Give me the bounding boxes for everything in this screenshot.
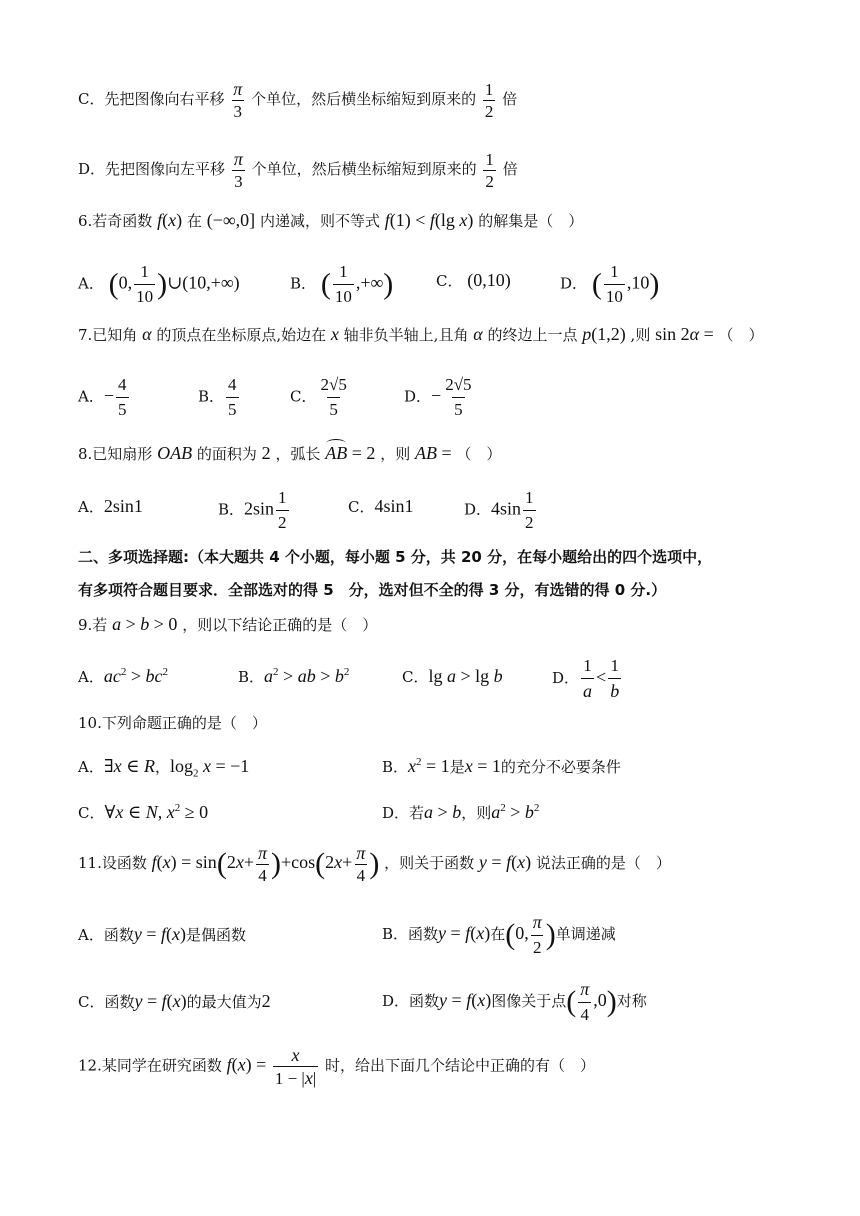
q7-option-c: C． $\frac{2√5}{5}$ [290,375,347,419]
q5-option-d: D．先把图像向左平移 $\frac{\pi}{3}$ 个单位，然后横坐标缩短到原来的 $\frac{1}{2}$ 倍 [78,149,518,191]
q8-option-a: A．2sin1 [78,496,143,516]
q6-option-d: D． ( $\frac{1}{10}$ ,10) [560,262,660,306]
q7-stem: 7.已知角 α 的顶点在坐标原点,始边在 x 轴非负半轴上,且角 α 的终边上一点 p(1,2) ,则 sin 2α = （ ） [78,324,764,344]
q10-option-d: D．若a > b，则$a^2 > b^2$ [382,802,540,822]
q7-option-a: A．− $\frac{4}{5}$ [78,375,127,419]
q10-option-b: B．$x^2 = 1$是x = 1的充分不必要条件 [382,756,621,776]
q7-option-d: D．− $\frac{2√5}{5}$ [404,375,472,419]
q9-stem: 9.若 a > b > 0 ，则以下结论正确的是（ ） [78,614,378,634]
q11-option-c: C．函数y = f(x)的最大值为2 [78,991,271,1011]
q6-option-b: B． ( $\frac{1}{10}$ ,+∞) [290,262,394,306]
q9-option-b: B．$a^2$ > ab > $b^2$ [238,666,350,686]
q8-option-c: C．4sin1 [348,496,414,516]
q6-option-a: A． (0, $\frac{1}{10}$ )∪(10,+∞) [78,262,240,306]
q7-option-b: B． $\frac{4}{5}$ [198,375,237,419]
q12-stem: 12.某同学在研究函数 f(x) = $\frac{x}{1 - |x|}$ 时，给出下面几个结论中正确的有（ ） [78,1045,596,1088]
q10-option-c: C．∀x ∈ N, $x^2 \ge 0$ [78,802,209,822]
section-2-heading-line1: 二、多项选择题:（本大题共 4 个小题，每小题 5 分，共 20 分，在每小题给出的四个选项中， [78,548,713,566]
q8-stem: 8.已知扇形 OAB 的面积为 2 ，弧长 AB = 2 ，则 AB = （ ） [78,443,502,463]
q5-option-c: C．先把图像向右平移 $\frac{\pi}{3}$ 个单位，然后横坐标缩短到原来的 $\frac{1}{2}$ 倍 [78,79,518,121]
q6-option-c: C． (0,10) [436,270,511,290]
section-2-heading-line2: 有多项符合题目要求．全部选对的得 5 分，选对但不全的得 3 分，有选错的得 0 分.） [78,581,667,599]
q8-option-b: B．2sin $\frac{1}{2}$ [218,488,287,532]
q11-option-b: B．函数y = f(x)在(0, $\frac{\pi}{2}$ )单调递减 [382,912,616,957]
q6-stem: 6.若奇函数 f(x) 在 (−∞,0] 内递减，则不等式 f(1) < f(lg x) 的解集是（ ） [78,210,584,230]
q9-option-d: D． $\frac{1}{a}$ < $\frac{1}{b}$ [552,656,620,701]
q9-option-a: A．$ac^2 > bc^2$ [78,666,168,686]
q8-option-d: D．4sin $\frac{1}{2}$ [464,488,534,532]
q11-option-a: A．函数y = f(x)是偶函数 [78,924,247,944]
q9-option-c: C．lg a > lg b [402,666,503,686]
q10-option-a: A．∃x ∈ R，$\log_2 x = -1$ [78,756,250,780]
q10-stem: 10.下列命题正确的是（ ） [78,714,267,732]
q11-option-d: D．函数y = f(x)图像关于点( $\frac{\pi}{4}$ ,0)对称 [382,979,647,1024]
q11-stem: 11.设函数 f(x) = sin(2x+ $\frac{\pi}{4}$ )+cos(2x+ $\frac{\pi}{4}$ ) ，则关于函数 y = f(x) 说法正确的是（ ） [78,843,671,885]
